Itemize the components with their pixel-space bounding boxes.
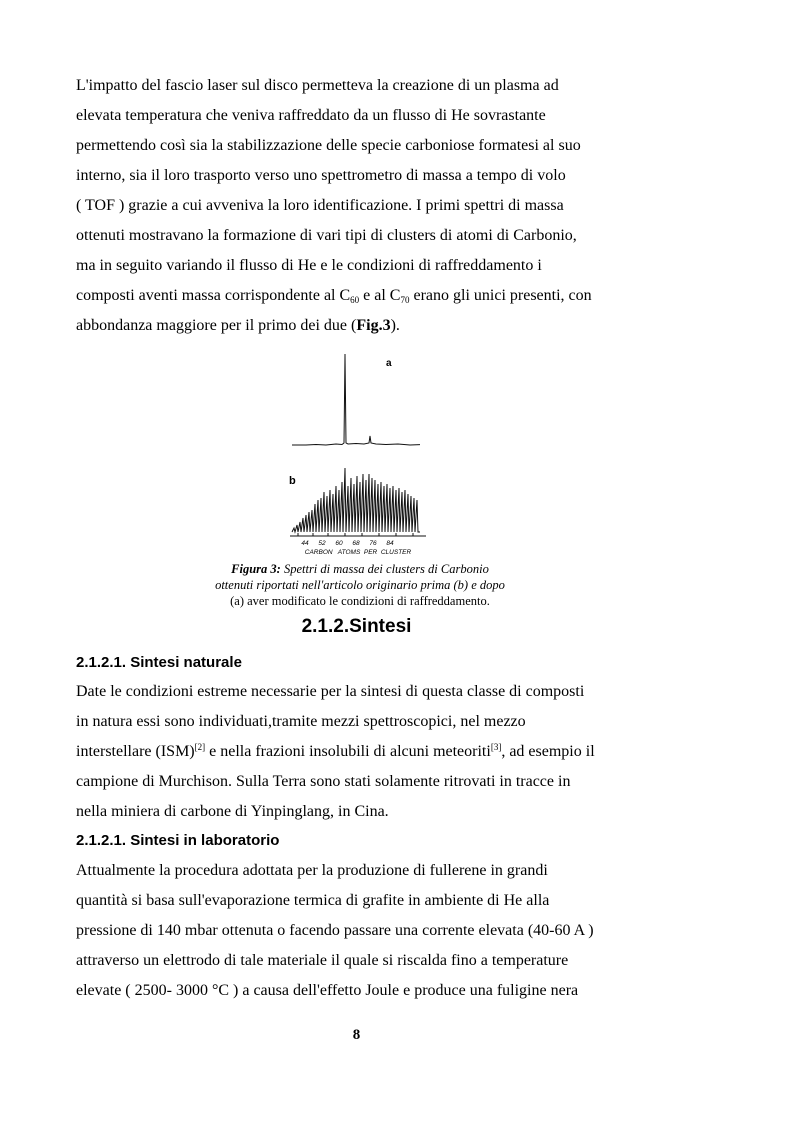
text-segment: , ad esempio il [501, 743, 595, 760]
text-line: quantità si basa sull'evaporazione termica di grafite in ambiente di He alla [76, 892, 550, 909]
page-number: 8 [352, 1027, 361, 1043]
paragraph-intro [76, 71, 646, 341]
text-segment: e nella frazioni insolubili di alcuni meteoriti [205, 743, 491, 760]
text-line: elevata temperatura che veniva raffreddato da un flusso di He sovrastante [76, 107, 546, 124]
tick-label-68: 68 [352, 540, 360, 547]
caption-line-3: (a) aver modificato le condizioni di raffreddamento. [230, 594, 490, 608]
spectrum-b-trace [292, 468, 420, 532]
text-line: Attualmente la procedura adottata per la produzione di fullerene in grandi [76, 862, 548, 879]
section-title: 2.1.2.Sintesi [301, 616, 412, 637]
text-line: interno, sia il loro trasporto verso uno spettrometro di massa a tempo di volo [76, 167, 566, 184]
paragraph-laboratory-synthesis [76, 856, 646, 1006]
spectrum-a-trace [292, 354, 420, 445]
text-segment: ). [390, 317, 400, 334]
tick-label-76: 76 [369, 540, 377, 547]
x-axis-label: CARBON ATOMS PER CLUSTER [304, 549, 412, 556]
text-segment: interstellare (ISM) [76, 743, 195, 760]
text-line [76, 737, 646, 767]
text-line: nella miniera di carbone di Yinpinglang, in Cina. [76, 803, 389, 820]
subsection-title-natural: 2.1.2.1. Sintesi naturale [76, 654, 242, 671]
caption-line-1 [180, 561, 540, 577]
caption-label: Figura 3: [231, 562, 281, 576]
text-line: L'impatto del fascio laser sul disco permetteva la creazione di un plasma ad [76, 77, 559, 94]
text-line: elevate ( 2500- 3000 °C ) a causa dell'effetto Joule e produce una fuligine nera [76, 982, 579, 999]
text-line: Date le condizioni estreme necessarie per la sintesi di questa classe di composti [76, 683, 585, 700]
text-line: campione di Murchison. Sulla Terra sono stati solamente ritrovati in tracce in [76, 773, 571, 790]
tick-label-52: 52 [318, 540, 326, 547]
text-line: ma in seguito variando il flusso di He e le condizioni di raffreddamento i [76, 257, 542, 274]
label-b: b [289, 475, 296, 487]
tick-label-60: 60 [335, 540, 343, 547]
paragraph-natural-synthesis [76, 677, 646, 827]
tick-label-44: 44 [301, 540, 309, 547]
label-a: a [386, 358, 392, 369]
tick-label-84: 84 [386, 540, 394, 547]
text-line: ( TOF ) grazie a cui avveniva la loro identificazione. I primi spettri di massa [76, 197, 564, 214]
figure-reference: Fig.3 [356, 317, 391, 334]
citation-3: [3] [490, 742, 502, 752]
subsection-title-laboratory: 2.1.2.1. Sintesi in laboratorio [76, 832, 280, 849]
text-line: ottenuti mostravano la formazione di vari tipi di clusters di atomi di Carbonio, [76, 227, 577, 244]
text-line: pressione di 140 mbar ottenuta o facendo passare una corrente elevata (40-60 A ) [76, 922, 594, 939]
text-line [76, 311, 646, 341]
figure-caption [180, 561, 540, 609]
subscript-70: 70 [400, 295, 410, 305]
text-line: permettendo così sia la stabilizzazione delle specie carboniose formatesi al suo [76, 137, 581, 154]
text-segment: abbondanza maggiore per il primo dei due ( [76, 317, 357, 334]
text-line: in natura essi sono individuati,tramite mezzi spettroscopici, nel mezzo [76, 713, 526, 730]
caption-line-2: ottenuti riportati nell'articolo originario prima (b) e dopo [215, 578, 505, 592]
text-segment: e al C [359, 287, 401, 304]
mass-spectra-svg [286, 350, 432, 558]
citation-2: [2] [194, 742, 206, 752]
figure-mass-spectra [286, 350, 432, 558]
text-line [76, 281, 646, 311]
text-segment: erano gli unici presenti, con [409, 287, 592, 304]
subscript-60: 60 [350, 295, 360, 305]
text-line: attraverso un elettrodo di tale materiale il quale si riscalda fino a temperature [76, 952, 569, 969]
caption-text: Spettri di massa dei clusters di Carbonio [280, 562, 489, 576]
text-segment: composti aventi massa corrispondente al C [76, 287, 351, 304]
